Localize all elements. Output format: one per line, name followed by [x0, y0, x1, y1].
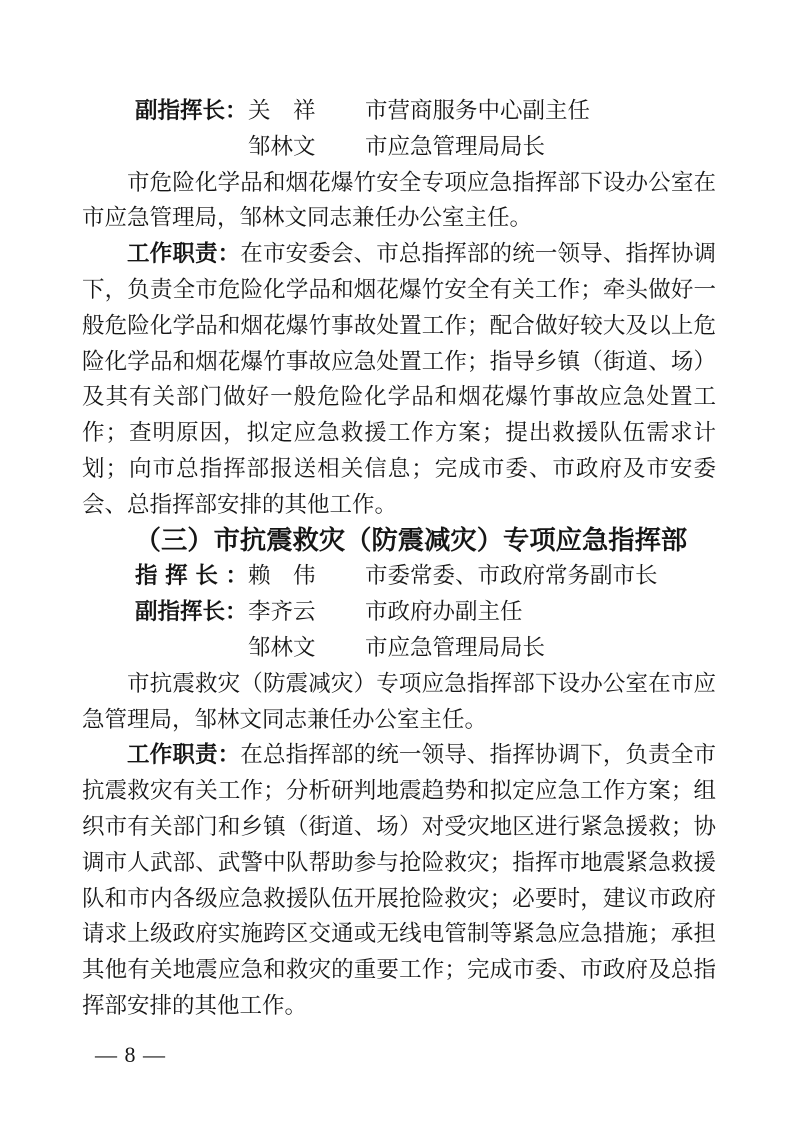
deputy-commander-title: 市应急管理局局长 — [365, 133, 546, 159]
office-note-paragraph: 市抗震救灾（防震减灾）专项应急指挥部下设办公室在市应急管理局，邹林文同志兼任办公室主任。 — [82, 670, 716, 732]
commander-label: 指挥长： — [135, 563, 248, 589]
duties-label: 工作职责： — [127, 742, 241, 768]
deputy-commander-row — [82, 129, 716, 165]
commander-title: 市委常委、市政府常务副市长 — [365, 563, 658, 589]
deputy-commander-label: 副指挥长： — [135, 98, 248, 123]
commander-row — [82, 558, 716, 594]
page-number: — 8 — — [95, 1042, 166, 1067]
duties-paragraph — [82, 737, 716, 1023]
section-heading: （三）市抗震救灾（防震减灾）专项应急指挥部 — [134, 525, 688, 555]
duties-text: 在总指挥部的统一领导、指挥协调下，负责全市抗震救灾有关工作；分析研判地震趋势和拟定应急工作方案；组织市有关部门和乡镇（街道、场）对受灾地区进行紧急援救；协调市人武部、武警中队帮助参与抢险救灾；指挥市地震紧急救援队和市内各级应急救援队伍开展抢险救灾；必要时，建议市政府请求上级政府实施跨区交通或无线电管制等紧急应急措施；承担其他有关地震应急和救灾的重要工作；完成市委、市政府及总指挥部安排的其他工作。 — [82, 742, 716, 1018]
deputy-commander-title: 市政府办副主任 — [365, 599, 523, 625]
deputy-commander-name: 邹林文 — [248, 634, 316, 660]
office-note-paragraph: 市危险化学品和烟花爆竹安全专项应急指挥部下设办公室在市应急管理局，邹林文同志兼任办公室主任。 — [82, 169, 716, 231]
section-hazchem — [82, 93, 716, 523]
duties-text: 在市安委会、市总指挥部的统一领导、指挥协调下，负责全市危险化学品和烟花爆竹安全有关工作；牵头做好一般危险化学品和烟花爆竹事故处置工作；配合做好较大及以上危险化学品和烟花爆竹事故应急处置工作；指导乡镇（街道、场）及其有关部门做好一般危险化学品和烟花爆竹事故应急处置工作；查明原因，拟定应急救援工作方案；提出救援队伍需求计划；向市总指挥部报送相关信息；完成市委、市政府及市安委会、总指挥部安排的其他工作。 — [82, 241, 716, 517]
commander-name: 赖 伟 — [248, 563, 316, 589]
section-earthquake — [82, 523, 716, 1024]
deputy-commander-row — [82, 630, 716, 666]
deputy-commander-label: 副指挥长： — [135, 599, 248, 625]
deputy-commander-name: 关 祥 — [248, 98, 316, 123]
document-body — [82, 93, 716, 1024]
duties-paragraph — [82, 236, 716, 522]
deputy-commander-name: 李齐云 — [248, 599, 316, 625]
deputy-commander-name: 邹林文 — [248, 133, 316, 159]
deputy-commander-title: 市应急管理局局长 — [365, 634, 546, 660]
duties-label: 工作职责： — [127, 241, 241, 267]
deputy-commander-title: 市营商服务中心副主任 — [365, 98, 591, 123]
deputy-commander-row — [82, 93, 716, 129]
deputy-commander-row — [82, 594, 716, 630]
